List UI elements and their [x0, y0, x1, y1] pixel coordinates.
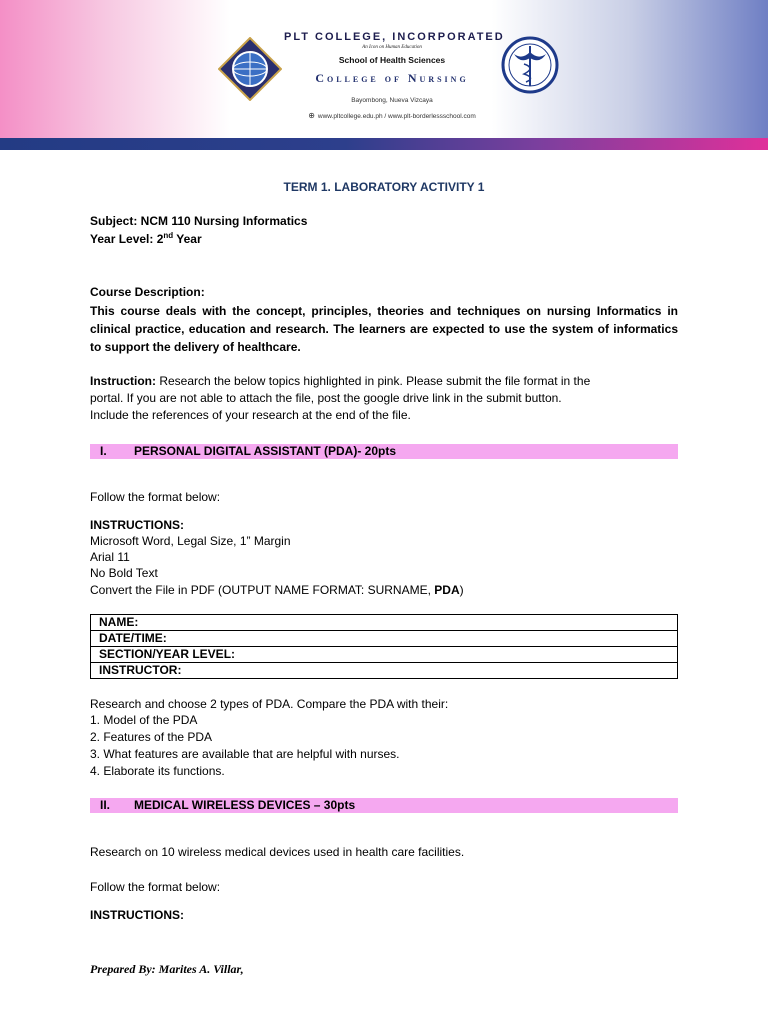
document-title: TERM 1. LABORATORY ACTIVITY 1 — [283, 180, 485, 194]
prepared-by: Prepared By: Marites A. Villar, — [90, 962, 244, 976]
convert-bold: PDA — [434, 583, 460, 597]
section-1-instructions-label: INSTRUCTIONS: — [90, 518, 184, 532]
year-level-line — [90, 231, 678, 247]
year-level-sup: nd — [163, 231, 174, 240]
school-name: School of Health Sciences — [338, 55, 446, 65]
convert-line — [90, 582, 678, 598]
globe-icon: ⊕ — [308, 111, 315, 120]
info-section-cell: SECTION/YEAR LEVEL: — [91, 647, 678, 663]
table-row — [91, 631, 678, 647]
section-1-title: PERSONAL DIGITAL ASSISTANT (PDA)- 20pts — [134, 444, 397, 458]
info-name-cell: NAME: — [91, 615, 678, 631]
table-row — [91, 615, 678, 631]
letterhead — [0, 0, 768, 138]
instruction-label: Instruction: — [90, 374, 156, 388]
section-1-follow: Follow the format below: — [90, 490, 221, 504]
format-line-3: No Bold Text — [90, 566, 158, 580]
section-2-number: II. — [100, 798, 111, 812]
convert-prefix: Convert the File in PDF (OUTPUT NAME FORMAT: SURNAME, — [90, 583, 435, 597]
info-instructor-cell: INSTRUCTOR: — [91, 663, 678, 679]
course-description-label: Course Description: — [90, 285, 205, 299]
convert-suffix: ) — [459, 583, 464, 597]
info-datetime-cell: DATE/TIME: — [91, 631, 678, 647]
table-row — [91, 647, 678, 663]
list-item: 2. Features of the PDA — [90, 730, 213, 744]
header-color-bar — [0, 138, 768, 150]
college-motto: An Icon on Human Education — [362, 45, 422, 50]
list-item: 1. Model of the PDA — [90, 713, 198, 727]
year-level-prefix: Year Level: 2 — [90, 232, 164, 246]
section-1-number: I. — [100, 444, 107, 458]
website — [284, 111, 500, 120]
section-2-title: MEDICAL WIRELESS DEVICES – 30pts — [134, 798, 356, 812]
section-2-instructions-label: INSTRUCTIONS: — [90, 908, 184, 922]
format-line-2: Arial 11 — [90, 550, 130, 564]
college-name: PLT COLLEGE, INCORPORATED — [284, 31, 505, 43]
research-intro: Research and choose 2 types of PDA. Compare the PDA with their: — [90, 697, 449, 711]
student-info-table — [90, 614, 678, 679]
year-level-suffix: Year — [173, 232, 202, 246]
instruction-line-1 — [90, 373, 678, 389]
instruction-line-2: portal. If you are not able to attach the file, post the google drive link in the submit button. — [90, 391, 562, 405]
section-2-heading — [90, 798, 678, 813]
course-description-text: This course deals with the concept, principles, theories and techniques on nursing Informatics in clinical practice, education and research. The learners are expected to use the system of informatics to support the delivery of healthcare. — [90, 304, 678, 354]
subject-line: Subject: NCM 110 Nursing Informatics — [90, 214, 308, 228]
college-seal-logo — [218, 37, 282, 101]
format-line-1: Microsoft Word, Legal Size, 1” Margin — [90, 534, 291, 548]
website-text: www.pltcollege.edu.ph / www.plt-borderlessschool.com — [317, 113, 476, 120]
address: Bayombong, Nueva Vizcaya — [351, 97, 433, 104]
section-1-heading — [90, 444, 678, 459]
nursing-caduceus-logo — [500, 34, 560, 96]
instruction-text-1: Research the below topics highlighted in pink. Please submit the file format in the — [156, 374, 591, 388]
section-2-research: Research on 10 wireless medical devices used in health care facilities. — [90, 845, 465, 859]
list-item: 4. Elaborate its functions. — [90, 764, 225, 778]
section-2-follow: Follow the format below: — [90, 880, 221, 894]
list-item: 3. What features are available that are helpful with nurses. — [90, 747, 400, 761]
table-row — [91, 663, 678, 679]
department-name: College of Nursing — [315, 71, 469, 85]
instruction-line-3: Include the references of your research at the end of the file. — [90, 408, 411, 422]
